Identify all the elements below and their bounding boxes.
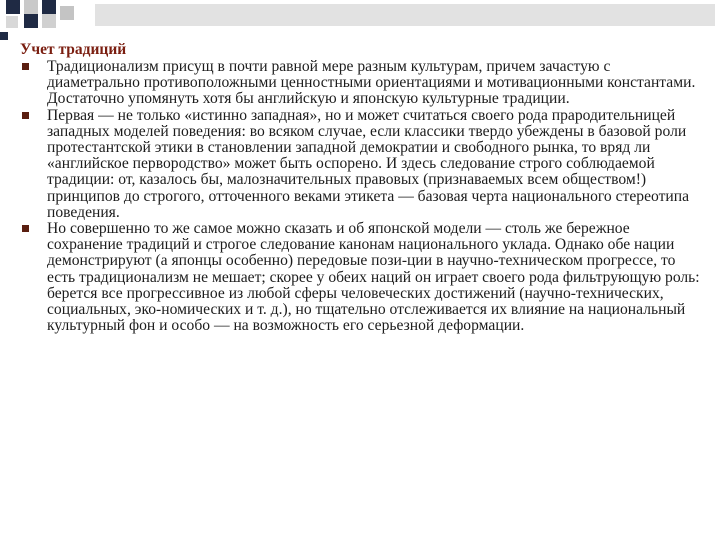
bullet-item <box>20 59 700 108</box>
decor-square-icon <box>0 32 8 40</box>
decor-square-icon <box>42 0 56 14</box>
decor-square-icon <box>60 6 74 20</box>
square-bullet-icon <box>22 112 29 119</box>
bullet-item <box>20 108 700 221</box>
bullet-item <box>20 221 700 334</box>
decor-square-icon <box>42 14 56 28</box>
decorative-header <box>0 0 720 40</box>
slide-content <box>20 42 700 334</box>
bullet-text: Первая — не только «истинно западная», но и может считаться своего рода прародительницей западных моделей поведения: во всяком случае, если классики твердо убеждены в базовой роли протестантской этики в становлении западной демократии и свободного рынка, то вряд ли «английское первородство» может быть оспорено. И здесь следование строго соблюдаемой традиции: от, казалось бы, малозначительных правовых (признаваемых всем обществом!) принципов до строгого, отточенного веками этикета — базовая черта национального стереотипа поведения. <box>47 106 690 221</box>
bullet-text: Традиционализм присущ в почти равной мере разным культурам, причем зачастую с диаметрально противоположными ценностными ориентациями и мотивационными константами. Достаточно упомянуть хотя бы английскую и японскую культурные традиции. <box>47 58 696 108</box>
slide-title: Учет традиций <box>20 41 127 58</box>
bullet-text: Но совершенно то же самое можно сказать и об японской модели — столь же бережное сохранение традиций и строгое следование канонам национального уклада. Однако обе нации демонстрируют (а японцы особенно) передовые пози-ции в научно-техническом прогрессе, то есть традиционализм не мешает; скорее у обеих наций он играет своего рода фильтрующую роль: берется все прогрессивное из любой сферы человеческих достижений (научно-технических, социальных, эко-номических и т. д.), но тщательно отслеживается их влияние на национальный культурный фон и особо — на возможность его серьезной деформации. <box>47 220 700 335</box>
square-bullet-icon <box>22 63 29 70</box>
header-strip <box>95 4 715 26</box>
decor-square-icon <box>6 16 18 28</box>
square-bullet-icon <box>22 225 29 232</box>
decor-square-icon <box>24 14 38 28</box>
decor-square-icon <box>24 0 38 14</box>
bullet-list <box>20 59 700 334</box>
decor-square-icon <box>6 0 20 14</box>
